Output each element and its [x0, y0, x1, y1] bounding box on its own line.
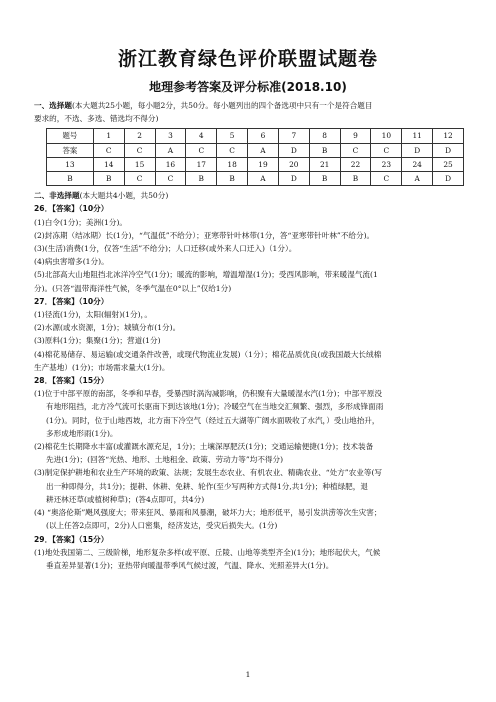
- q26-line: (4)病虫害增多(1分)。: [34, 257, 109, 267]
- q28-line: 耕还林还草(或植树种草)；(答4点即可，共4分): [46, 494, 205, 504]
- q27-line: (1)径流(1分)，太阳(辐射)(1分)，。: [34, 310, 152, 320]
- q28-line: (4) “奥洛伦斯”飓风强度大；带来狂风、暴雨和风暴潮，破坏力大；地形低平，易引发洪涝等次生灾害；: [34, 508, 382, 518]
- q29-heading: 29．【答案】（15分）: [34, 534, 109, 544]
- section1-heading: 一、选择题: [34, 101, 72, 110]
- table-row: 答案 C C A C C A D B C C D D: [47, 143, 464, 157]
- q28-line: (以上任答2点即可，2分)人口密集，经济发达，受灾后损失大。(1分): [46, 521, 278, 531]
- q26-line: 分)。(只答“温带海洋性气候，冬季气温在0°以上”仅给1分): [34, 283, 232, 293]
- q26-line: (3)(生活)消费(1分，仅答“生活”不给分)；人口迁移(或外来人口迁入)（1分）。: [34, 244, 297, 254]
- q26-heading: 26．【答案】（10分）: [34, 204, 109, 214]
- table-cell: 题号: [47, 129, 94, 143]
- section1-line2: 要求的，不选、多选、错选均不得分): [34, 114, 159, 124]
- q29-line: (1)地处我国第二、三级阶梯，地形复杂多样(或平原、丘陵、山地等类型齐全)(1分)；地形起伏大，气候: [34, 547, 381, 557]
- q26-line: (1)白令(1分)；美洲(1分)。: [34, 217, 128, 227]
- q27-line: 生产基地）(1分)；市场需求量大(1分)。: [34, 362, 170, 372]
- q28-line: 多形成地形雨(1分)。: [46, 428, 118, 438]
- q28-line: (2)棉花生长期降水丰富(或灌溉水源充足，1分)；土壤深厚肥沃(1分)；交通运输便捷(1分)；技术装备: [34, 442, 374, 452]
- answer-table: [46, 128, 464, 186]
- q28-line: (1分)。同时，位于山地西坡，北方南下冷空气（经过五大湖等广阔水面吸收了水汽，）受山地抬升，: [46, 415, 380, 425]
- q28-line: (1)位于中部平原的南部，冬季和早春，受暴西时涡沟减影响，仍积聚有大量暖湿水汽(1分)；中部平原没: [34, 389, 383, 399]
- section2-heading: 二、非选择题: [34, 191, 80, 201]
- q27-line: (3)原料(1分)；集聚(1分)；营道(1分): [34, 336, 161, 346]
- page-number: 1: [245, 670, 251, 679]
- q26-line: (2)封冻期（结冰期）长(1分)，“气温低”不给分）；亚寒带针叶林带(1分，答“亚寒带针叶林”不给分)。: [34, 230, 375, 240]
- page-title: 浙江教育绿色评价联盟试题卷: [117, 48, 378, 70]
- q27-line: (2)水源(或水资源，1分)；城镇分布(1分)。: [34, 323, 181, 333]
- q28-line: 出一种即得分，共1分)；提耕、休耕、免耕、轮作(至少写两种方式得1分,共1分)；种植绿肥，退: [46, 481, 368, 491]
- section2-line: 二、非选择题(本大题共4小题，共50分): [34, 191, 169, 201]
- table-row: 题号 1 2 3 4 5 6 7 8 9 10 11 12: [47, 129, 464, 143]
- answer-content: [34, 99, 474, 572]
- q27-heading: 27．【答案】（10分）: [34, 296, 109, 306]
- q29-line: 垂直差异显著(1分)；亚热带向暖温带季风气候过渡，气温、降水、光照差异大(1分)。: [46, 560, 334, 570]
- table-row: B B C C B B A D B B C A D: [47, 172, 464, 186]
- page-subtitle: 地理参考答案及评分标准(2018.10): [149, 80, 347, 94]
- q28-line: (3)制定保护耕地和农业生产环境的政策、法规；发展生态农业、有机农业、精确农业、“处方”农业等(写: [34, 468, 383, 478]
- q28-line: 有地形阻挡，北方冷气流可长驱南下到达该地(1分)；冷暖空气在当地交汇频繁、强烈，多形成锋面雨: [46, 402, 384, 412]
- q28-line: 先进(1分)；(回答“光热、地形、土地租金、政策、劳动力等”均不得分): [46, 455, 284, 465]
- q27-line: (4)棉花易储存、易运输(或交通条件改善，或现代物流业发展)（1分）；棉花品质优良(或我国最大长绒棉: [34, 349, 382, 359]
- section1-line1: 一、选择题(本大题共25小题，每小题2分，共50分。每小题列出的四个备选项中只有一个是符合题目: [34, 101, 373, 110]
- q28-heading: 28．【答案】（15分）: [34, 376, 109, 386]
- q26-line: (5)北部高大山地阻挡北冰洋冷空气(1分)；暖流的影响，增温增湿(1分)；受西风影响，带来暖湿气流(1: [34, 270, 378, 280]
- table-row: 13 14 15 16 17 18 19 20 21 22 23 24 25: [47, 157, 464, 171]
